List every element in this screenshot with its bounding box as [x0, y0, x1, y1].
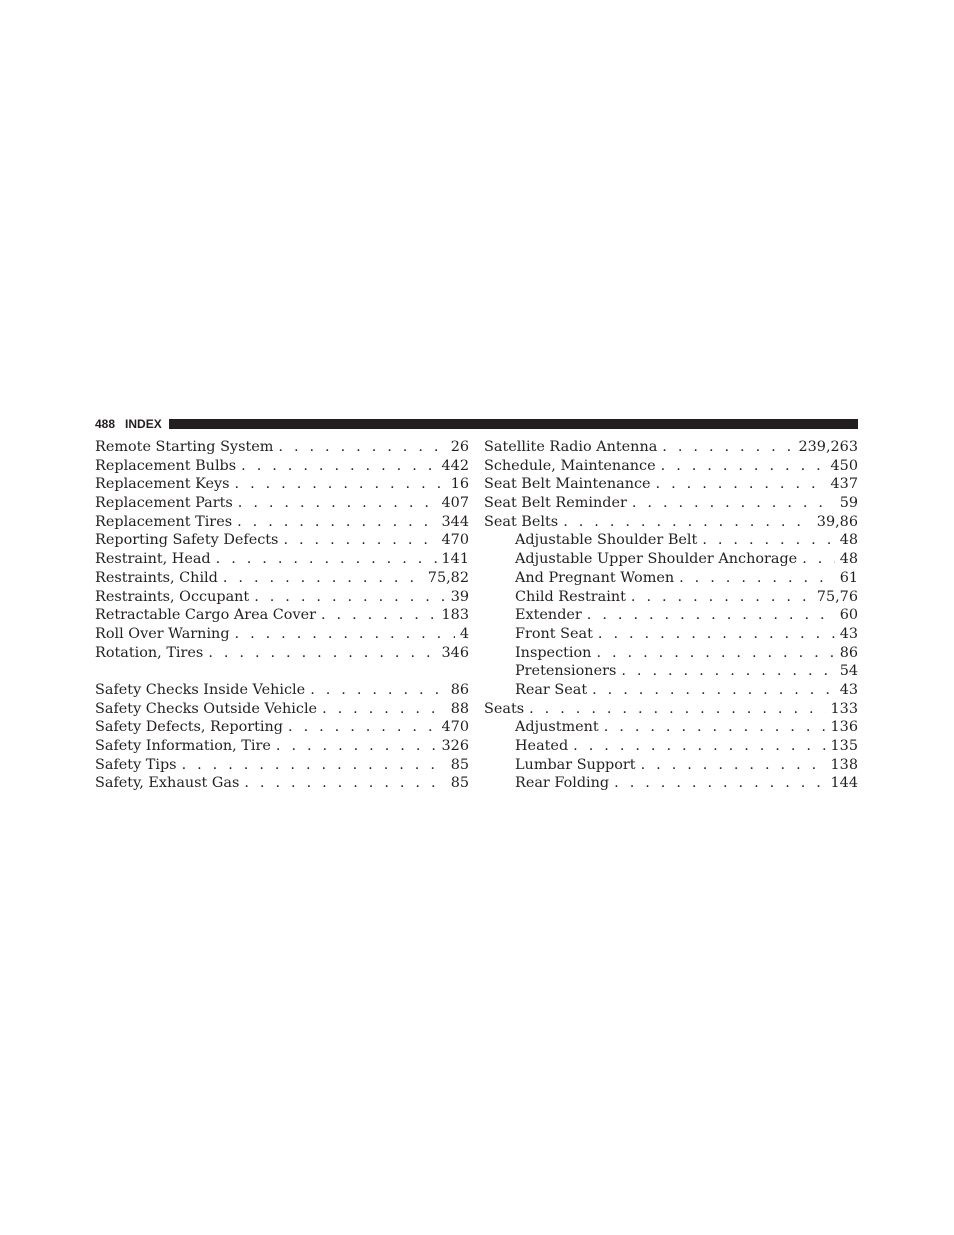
- index-term: Pretensioners: [515, 663, 617, 680]
- index-entry: [95, 606, 469, 625]
- page-reference: 39: [450, 588, 469, 605]
- page-reference: 138: [830, 756, 858, 773]
- index-entry: [95, 569, 469, 588]
- index-entry: [95, 457, 469, 476]
- index-term: Retractable Cargo Area Cover: [95, 607, 316, 624]
- index-entry: [95, 494, 469, 513]
- page-reference: 470: [441, 719, 469, 736]
- dot-leader: [596, 644, 834, 663]
- index-term: Rotation, Tires: [95, 644, 204, 661]
- index-term: Reporting Safety Defects: [95, 532, 279, 549]
- index-entry: [95, 588, 469, 607]
- dot-leader: [235, 475, 446, 494]
- dot-leader: [661, 457, 826, 476]
- index-entry: [484, 494, 858, 513]
- page-reference: 85: [450, 775, 469, 792]
- index-term: Safety Information, Tire: [95, 738, 271, 754]
- page-reference: 75,82: [427, 569, 469, 586]
- index-term: Front Seat: [515, 625, 593, 642]
- index-entry: [95, 625, 469, 644]
- index-entry: [95, 756, 469, 775]
- dot-leader: [641, 756, 826, 775]
- index-term: Adjustable Shoulder Belt: [515, 532, 698, 549]
- index-entry: [95, 718, 469, 737]
- index-term: Schedule, Maintenance: [484, 457, 656, 474]
- dot-leader: [656, 475, 826, 494]
- section-gap: [95, 662, 469, 681]
- index-term: Safety Checks Outside Vehicle: [95, 700, 318, 717]
- page-reference: 86: [450, 681, 469, 698]
- index-entry: [484, 513, 858, 532]
- index-subentry: [484, 531, 858, 550]
- index-term: Safety Tips: [95, 756, 177, 773]
- dot-leader: [182, 756, 446, 775]
- page-number: 488: [95, 417, 116, 431]
- dot-leader: [802, 550, 834, 569]
- index-column-right: [484, 438, 858, 793]
- dot-leader: [208, 644, 436, 663]
- dot-leader: [563, 513, 812, 532]
- index-entry: [95, 438, 469, 457]
- index-subentry: [484, 774, 858, 793]
- index-term: Seats: [484, 700, 525, 717]
- dot-leader: [235, 625, 455, 644]
- page-reference: 54: [839, 663, 858, 680]
- page-reference: 39,86: [816, 513, 858, 530]
- index-term: Safety Checks Inside Vehicle: [95, 681, 306, 698]
- index-term: Seat Belt Reminder: [484, 495, 627, 512]
- index-term: Extender: [515, 607, 582, 624]
- index-entry: [484, 700, 858, 719]
- dot-leader: [254, 588, 445, 607]
- index-entry: [95, 737, 469, 756]
- dot-leader: [216, 550, 437, 569]
- page-reference: 61: [839, 569, 858, 586]
- dot-leader: [631, 588, 812, 607]
- page-reference: 75,76: [816, 588, 858, 605]
- dot-leader: [310, 681, 446, 700]
- index-term: Heated: [515, 738, 569, 754]
- index-entry: [95, 774, 469, 793]
- page-reference: 26: [450, 439, 469, 455]
- page-reference: 407: [441, 495, 469, 512]
- page-reference: 59: [839, 495, 858, 512]
- index-term: Restraints, Child: [95, 569, 218, 586]
- page-reference: 60: [839, 607, 858, 624]
- page-reference: 450: [830, 457, 858, 474]
- page-reference: 326: [441, 738, 469, 754]
- index-subentry: [484, 644, 858, 663]
- index-term: Safety, Exhaust Gas: [95, 775, 240, 792]
- index-term: Replacement Bulbs: [95, 457, 237, 474]
- header-rule: [169, 419, 858, 429]
- dot-leader: [322, 700, 446, 719]
- index-term: Remote Starting System: [95, 439, 274, 455]
- page-reference: 346: [441, 644, 469, 661]
- dot-leader: [702, 531, 834, 550]
- index-column-left: [95, 438, 469, 793]
- page-reference: 48: [839, 532, 858, 549]
- index-subentry: [484, 606, 858, 625]
- dot-leader: [288, 718, 437, 737]
- page-reference: 4: [459, 625, 469, 642]
- dot-leader: [276, 737, 437, 756]
- page-reference: 43: [839, 681, 858, 698]
- index-entry: [484, 475, 858, 494]
- index-entry: [484, 438, 858, 457]
- dot-leader: [604, 718, 826, 737]
- index-entry: [95, 550, 469, 569]
- page-reference: 43: [839, 625, 858, 642]
- index-term: Safety Defects, Reporting: [95, 719, 284, 736]
- dot-leader: [223, 569, 423, 588]
- index-term: Adjustment: [515, 719, 599, 736]
- page-reference: 136: [830, 719, 858, 736]
- index-subentry: [484, 718, 858, 737]
- index-term: And Pregnant Women: [515, 569, 675, 586]
- page-reference: 344: [441, 513, 469, 530]
- index-subentry: [484, 756, 858, 775]
- index-term: Child Restraint: [515, 588, 626, 605]
- page-reference: 141: [441, 551, 469, 568]
- page-reference: 88: [450, 700, 469, 717]
- page-reference: 48: [839, 551, 858, 568]
- dot-leader: [679, 569, 835, 588]
- page-reference: 437: [830, 476, 858, 493]
- index-entry: [95, 475, 469, 494]
- dot-leader: [321, 606, 437, 625]
- index-term: Rear Seat: [515, 681, 588, 698]
- dot-leader: [237, 513, 436, 532]
- dot-leader: [238, 494, 437, 513]
- dot-leader: [529, 700, 825, 719]
- running-header: [95, 417, 858, 431]
- index-term: Seat Belt Maintenance: [484, 476, 651, 493]
- index-term: Replacement Tires: [95, 513, 233, 530]
- dot-leader: [241, 457, 436, 476]
- page-reference: 16: [450, 476, 469, 493]
- index-entry: [95, 513, 469, 532]
- index-entry: [95, 681, 469, 700]
- index-term: Replacement Keys: [95, 476, 230, 493]
- dot-leader: [283, 531, 436, 550]
- index-entry: [95, 531, 469, 550]
- index-term: Satellite Radio Antenna: [484, 439, 658, 455]
- index-term: Rear Folding: [515, 775, 610, 792]
- index-entry: [95, 700, 469, 719]
- dot-leader: [621, 662, 834, 681]
- index-term: Adjustable Upper Shoulder Anchorage: [515, 551, 798, 568]
- dot-leader: [614, 774, 825, 793]
- index-entry: [95, 644, 469, 663]
- dot-leader: [632, 494, 835, 513]
- dot-leader: [662, 438, 793, 457]
- page-reference: 85: [450, 756, 469, 773]
- dot-leader: [587, 606, 835, 625]
- index-term: Seat Belts: [484, 513, 559, 530]
- page-reference: 183: [441, 607, 469, 624]
- index-subentry: [484, 550, 858, 569]
- index-subentry: [484, 625, 858, 644]
- dot-leader: [592, 681, 835, 700]
- index-subentry: [484, 737, 858, 756]
- index-subentry: [484, 569, 858, 588]
- dot-leader: [244, 774, 445, 793]
- page-reference: 133: [830, 700, 858, 717]
- index-term: Restraint, Head: [95, 551, 211, 568]
- index-term: Lumbar Support: [515, 756, 636, 773]
- dot-leader: [278, 438, 445, 457]
- page-reference: 442: [441, 457, 469, 474]
- index-entry: [484, 457, 858, 476]
- section-title: INDEX: [125, 417, 162, 431]
- index-subentry: [484, 662, 858, 681]
- page-reference: 239,263: [798, 439, 858, 455]
- dot-leader: [598, 625, 835, 644]
- index-subentry: [484, 681, 858, 700]
- index-term: Replacement Parts: [95, 495, 233, 512]
- index-term: Restraints, Occupant: [95, 588, 250, 605]
- page-reference: 86: [839, 644, 858, 661]
- index-term: Inspection: [515, 644, 592, 661]
- index-subentry: [484, 588, 858, 607]
- page-reference: 135: [830, 738, 858, 754]
- page-reference: 144: [830, 775, 858, 792]
- dot-leader: [573, 737, 825, 756]
- index-term: Roll Over Warning: [95, 625, 230, 642]
- page-reference: 470: [441, 532, 469, 549]
